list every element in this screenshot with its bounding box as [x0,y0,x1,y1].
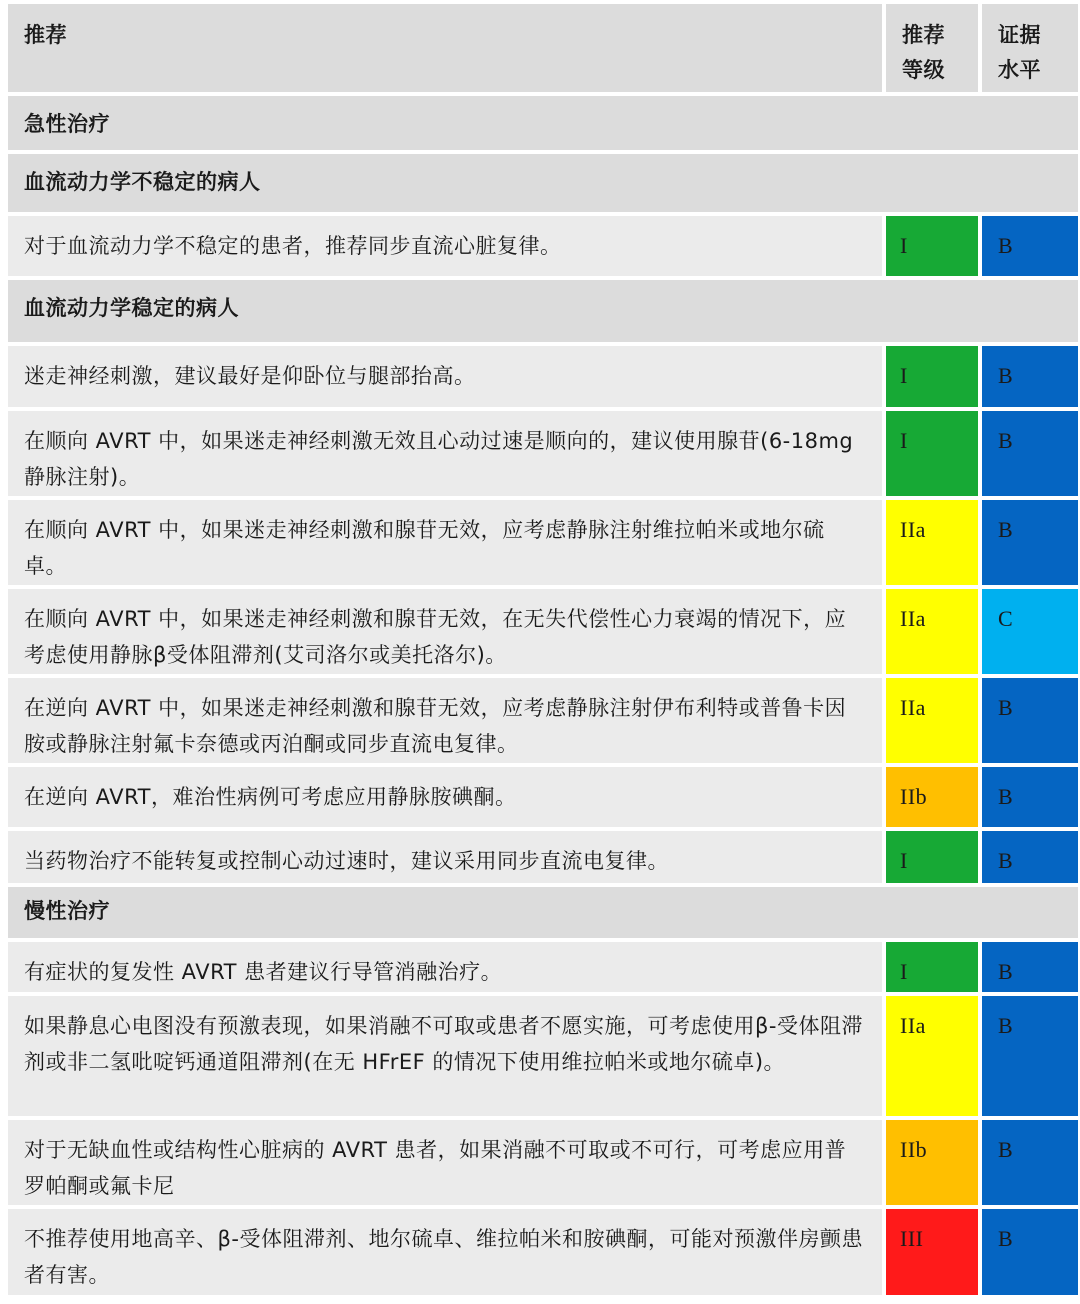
recommendation-text: 对于无缺血性或结构性心脏病的 AVRT 患者，如果消融不可取或不可行，可考虑应用普罗帕酮或氟卡尼 [8,1120,882,1205]
recommendation-text: 在顺向 AVRT 中，如果迷走神经刺激和腺苷无效，应考虑静脉注射维拉帕米或地尔硫卓。 [8,500,882,585]
class-badge: IIa [886,678,978,763]
class-badge: III [886,1209,978,1295]
recommendation-text: 对于血流动力学不稳定的患者，推荐同步直流心脏复律。 [8,216,882,276]
class-badge: IIa [886,589,978,674]
table-row [8,1120,1078,1205]
section-stable: 血流动力学稳定的病人 [8,280,1078,342]
recommendation-text: 如果静息心电图没有预激表现，如果消融不可取或患者不愿实施，可考虑使用β-受体阻滞剂或非二氢吡啶钙通道阻滞剂(在无 HFrEF 的情况下使用维拉帕米或地尔硫卓)。 [8,996,882,1116]
level-badge: B [982,942,1078,992]
class-badge: IIa [886,996,978,1116]
section-unstable: 血流动力学不稳定的病人 [8,154,1078,212]
class-badge: I [886,411,978,496]
header-level: 证据 水平 [982,4,1078,92]
header-class: 推荐 等级 [886,4,978,92]
class-badge: I [886,216,978,276]
level-badge: B [982,411,1078,496]
table-row [8,346,1078,407]
level-badge: B [982,216,1078,276]
table-row [8,411,1078,496]
level-badge: B [982,1120,1078,1205]
table-row [8,216,1078,276]
recommendation-text: 有症状的复发性 AVRT 患者建议行导管消融治疗。 [8,942,882,992]
recommendation-text: 迷走神经刺激，建议最好是仰卧位与腿部抬高。 [8,346,882,407]
recommendation-text: 在逆向 AVRT 中，如果迷走神经刺激和腺苷无效，应考虑静脉注射伊布利特或普鲁卡因胺或静脉注射氟卡奈德或丙泊酮或同步直流电复律。 [8,678,882,763]
level-badge: B [982,346,1078,407]
class-badge: IIb [886,767,978,827]
section-acute: 急性治疗 [8,96,1078,150]
section-chronic: 慢性治疗 [8,887,1078,938]
recommendation-text: 在顺向 AVRT 中，如果迷走神经刺激和腺苷无效，在无失代偿性心力衰竭的情况下，应考虑使用静脉β受体阻滞剂(艾司洛尔或美托洛尔)。 [8,589,882,674]
table-row [8,942,1078,992]
class-badge: IIa [886,500,978,585]
recommendation-text: 在顺向 AVRT 中，如果迷走神经刺激无效且心动过速是顺向的，建议使用腺苷(6-18mg 静脉注射)。 [8,411,882,496]
level-badge: B [982,996,1078,1116]
recommendation-text: 当药物治疗不能转复或控制心动过速时，建议采用同步直流电复律。 [8,831,882,883]
table-header [8,4,1078,92]
level-badge: C [982,589,1078,674]
header-recommendation: 推荐 [8,4,882,92]
class-badge: I [886,346,978,407]
level-badge: B [982,1209,1078,1295]
level-badge: B [982,767,1078,827]
level-badge: B [982,500,1078,585]
recommendation-text: 在逆向 AVRT，难治性病例可考虑应用静脉胺碘酮。 [8,767,882,827]
table-row [8,767,1078,827]
table-row [8,678,1078,763]
class-badge: IIb [886,1120,978,1205]
table-row [8,500,1078,585]
class-badge: I [886,831,978,883]
recommendation-text: 不推荐使用地高辛、β-受体阻滞剂、地尔硫卓、维拉帕米和胺碘酮，可能对预激伴房颤患者有害。 [8,1209,882,1295]
table-row [8,831,1078,883]
class-badge: I [886,942,978,992]
table-row [8,589,1078,674]
level-badge: B [982,678,1078,763]
table-row [8,1209,1078,1295]
recommendation-table [8,4,1078,1299]
level-badge: B [982,831,1078,883]
table-row [8,996,1078,1116]
